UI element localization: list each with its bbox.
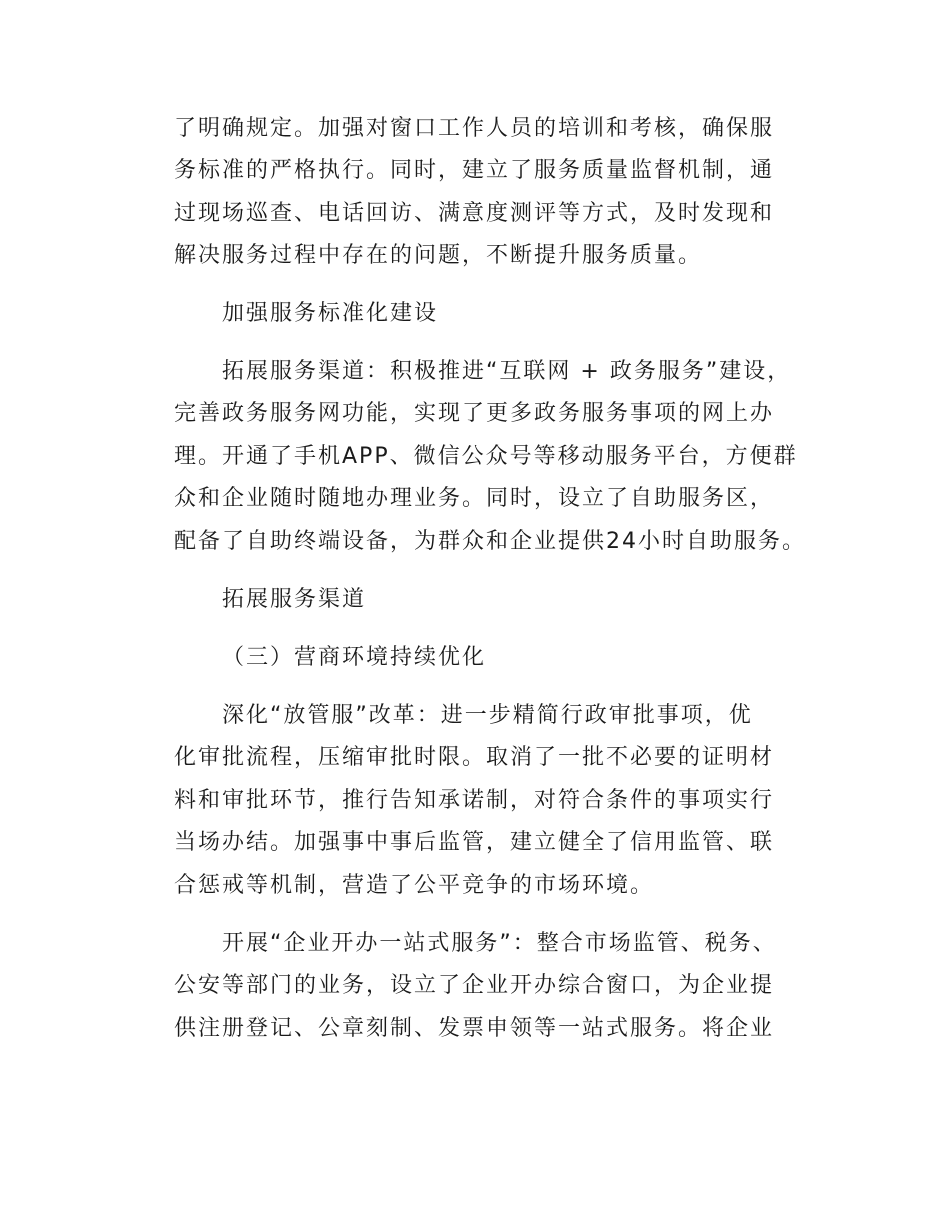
text-line: 合惩戒等机制，营造了公平竞争的市场环境。 [174, 873, 655, 898]
text-line: 开展“企业开办一站式服务”：整合市场监管、税务、 [222, 931, 777, 956]
text-line: 深化“放管服”改革：进一步精简行政审批事项，优 [222, 703, 753, 728]
text-line: 解决服务过程中存在的问题，不断提升服务质量。 [174, 243, 703, 268]
section-heading: 加强服务标准化建设 [222, 301, 439, 326]
text-line: 拓展服务渠道：积极推进“互联网 + 政务服务”建设， [222, 359, 792, 384]
text-line: 供注册登记、公章刻制、发票申领等一站式服务。将企业 [174, 1016, 775, 1041]
text-line: 过现场巡查、电话回访、满意度测评等方式，及时发现和 [174, 201, 775, 226]
text-line: 化审批流程，压缩审批时限。取消了一批不必要的证明材 [174, 745, 775, 770]
text-line: 配备了自助终端设备，为群众和企业提供24小时自助服务。 [174, 529, 806, 554]
section-heading: 拓展服务渠道 [222, 587, 367, 612]
text-line: 了明确规定。加强对窗口工作人员的培训和考核，确保服 [174, 116, 775, 141]
text-line: 务标准的严格执行。同时，建立了服务质量监督机制，通 [174, 158, 775, 183]
text-line: 公安等部门的业务，设立了企业开办综合窗口，为企业提 [174, 973, 775, 998]
section-heading: （三）营商环境持续优化 [222, 645, 487, 670]
text-line: 当场办结。加强事中事后监管，建立健全了信用监管、联 [174, 830, 775, 855]
text-line: 理。开通了手机APP、微信公众号等移动服务平台，方便群 [174, 444, 798, 469]
text-line: 完善政务服务网功能，实现了更多政务服务事项的网上办 [174, 401, 775, 426]
text-line: 料和审批环节，推行告知承诺制，对符合条件的事项实行 [174, 788, 775, 813]
text-line: 众和企业随时随地办理业务。同时，设立了自助服务区， [174, 486, 775, 511]
